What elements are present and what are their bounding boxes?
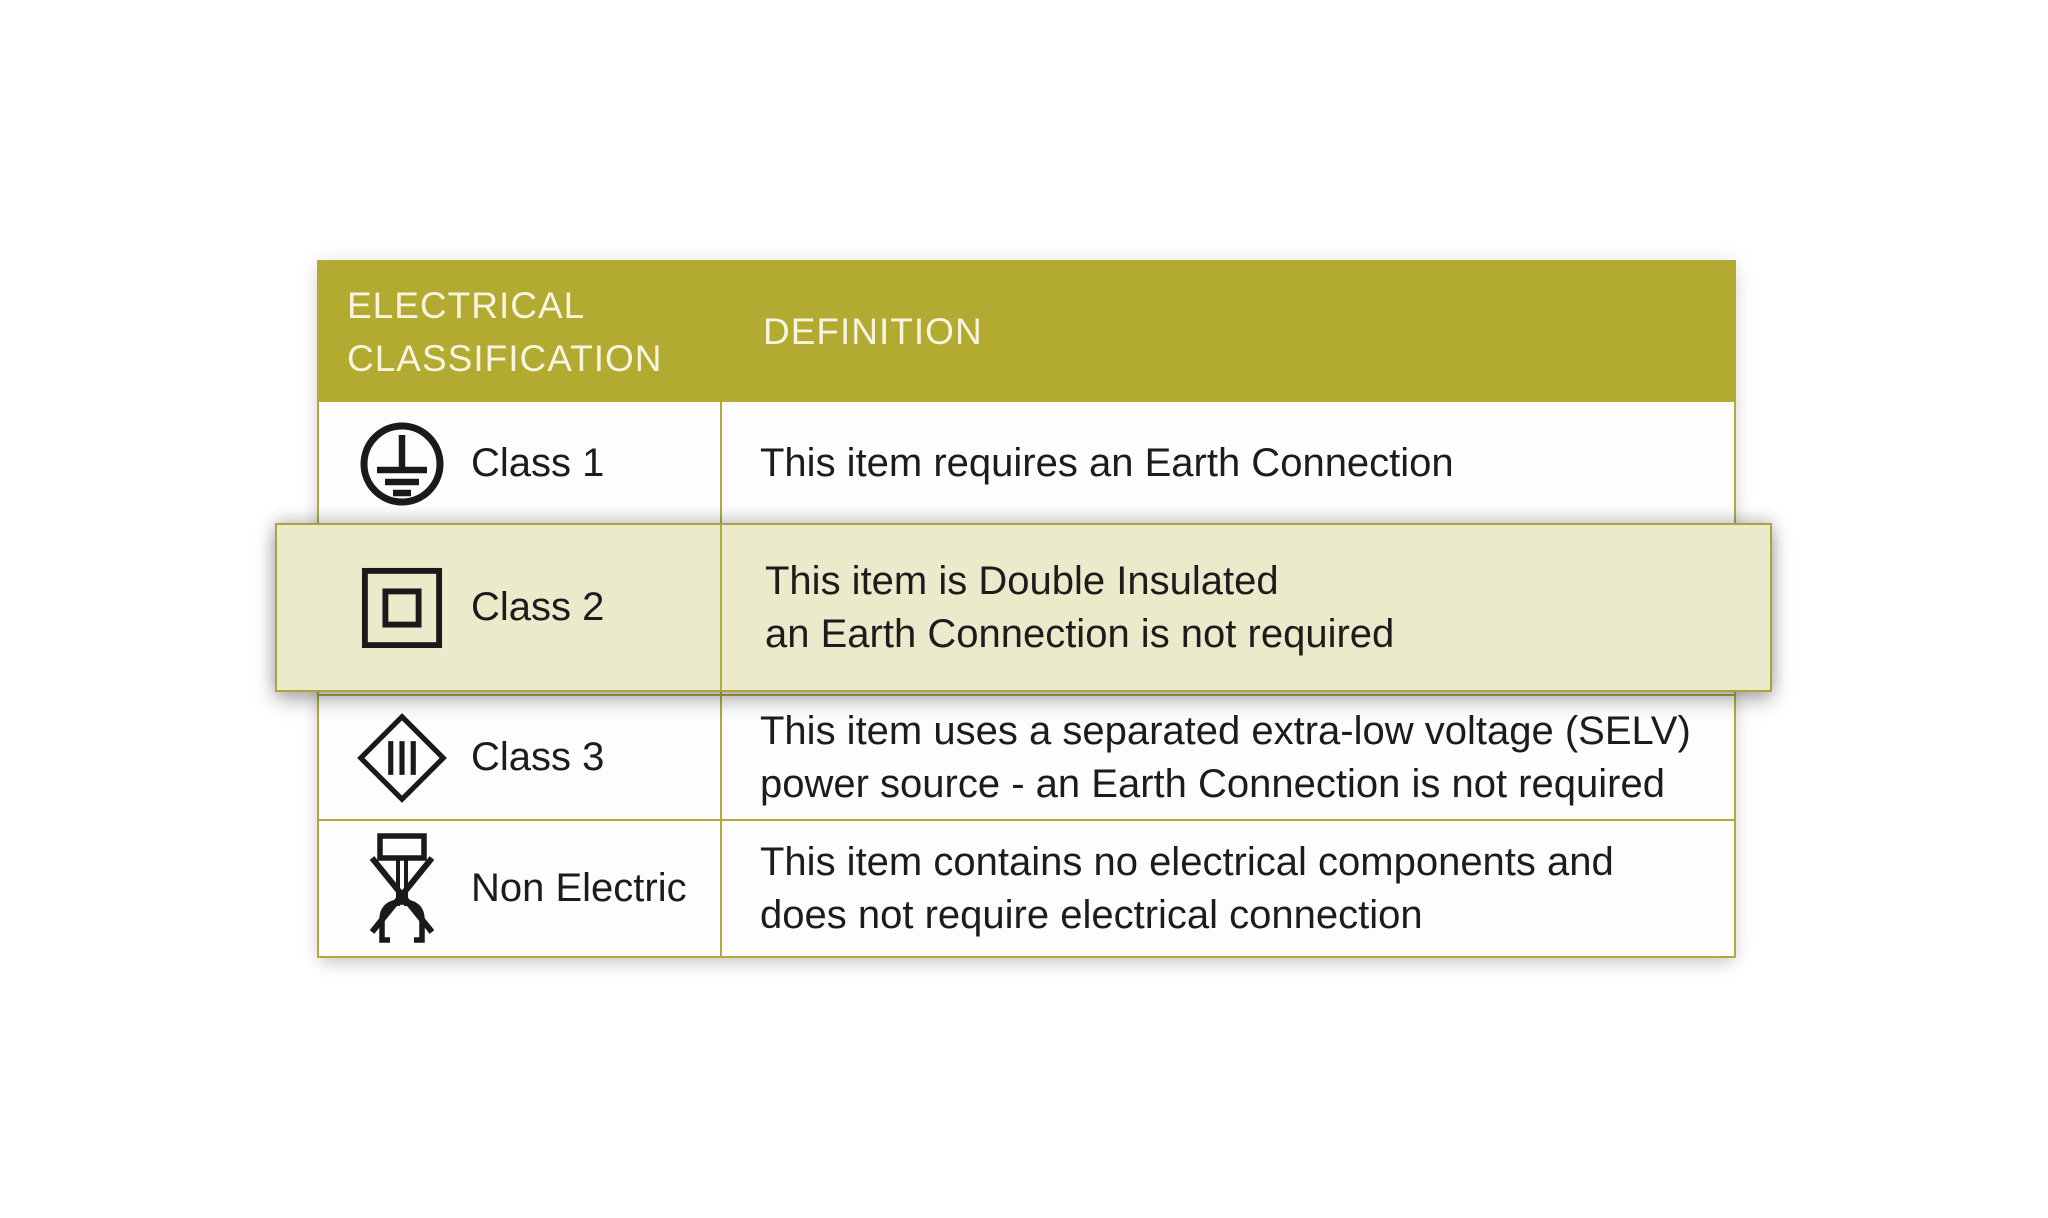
table-row-class3[interactable]	[319, 694, 1734, 819]
class1-definition: This item requires an Earth Connection	[760, 441, 1454, 485]
class1-label: Class 1	[471, 441, 605, 485]
class1-cell	[319, 402, 722, 525]
class2-definition-line2: an Earth Connection is not required	[765, 611, 1395, 656]
header-definition-label: DEFINITION	[763, 311, 983, 352]
class3-definition-line1: This item uses a separated extra-low voltage (SELV)	[760, 708, 1691, 753]
non-electric-definition-line1: This item contains no electrical components and	[760, 839, 1614, 884]
non-electric-label: Non Electric	[471, 866, 687, 910]
class2-definition-cell	[722, 525, 1770, 690]
class2-label: Class 2	[471, 585, 605, 629]
double-insulation-icon	[357, 567, 447, 649]
class2-definition-line1: This item is Double Insulated	[765, 558, 1279, 603]
class3-definition-cell	[722, 696, 1734, 819]
header-cell-definition	[763, 262, 983, 402]
table-row-class2-highlighted[interactable]	[275, 523, 1772, 692]
class3-selv-icon	[357, 711, 447, 805]
earth-connection-icon	[357, 420, 447, 508]
class3-cell	[319, 696, 722, 819]
class3-definition-line2: power source - an Earth Connection is not required	[760, 761, 1665, 806]
table-row-non-electric[interactable]	[319, 819, 1734, 956]
table-header-row	[319, 262, 1734, 402]
header-line-1: ELECTRICAL	[347, 285, 586, 326]
class3-label: Class 3	[471, 735, 605, 779]
non-electric-icon	[357, 832, 447, 946]
class2-cell	[277, 525, 722, 690]
header-line-2: CLASSIFICATION	[347, 338, 663, 379]
header-cell-electrical-classification	[347, 279, 747, 385]
non-electric-cell	[319, 821, 722, 956]
table-row-class1[interactable]	[319, 402, 1734, 525]
class1-definition-cell	[722, 402, 1734, 525]
non-electric-definition-line2: does not require electrical connection	[760, 892, 1423, 937]
non-electric-definition-cell	[722, 821, 1734, 956]
